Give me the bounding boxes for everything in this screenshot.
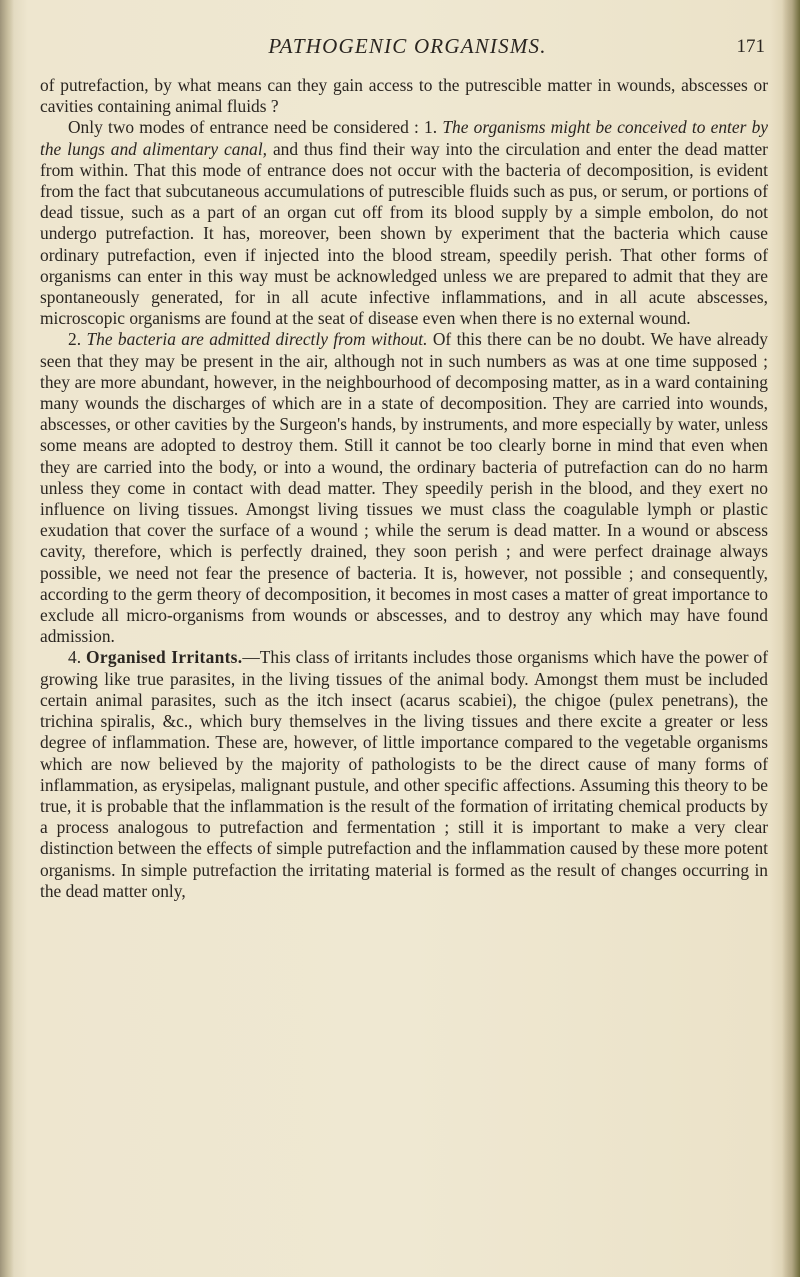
paragraph-lead: 4.: [68, 647, 82, 668]
paragraph-modes-of-entrance: [40, 117, 768, 329]
body-text: [40, 75, 768, 902]
paragraph-lead: Only two modes of entrance need be considered : 1.: [68, 117, 438, 138]
paragraph-continuation: [40, 75, 768, 117]
page-gutter-shadow: [0, 0, 14, 1277]
paragraph-direct-admission: [40, 329, 768, 647]
running-title: PATHOGENIC ORGANISMS.: [268, 34, 547, 58]
page-edge-shadow: [782, 0, 800, 1277]
paragraph-text: —This class of irritants includes those organisms which have the power of growing like true parasites, in the living tissues of the animal body. Amongst them must be included certain animal parasites, such as the itch insect (acarus scabiei), the chigoe (pulex penetrans), the trichina spiralis, &c., which bury themselves in the living tissues and there excite a greater or less degree of inflammation. These are, however, of little importance compared to the vegetable organisms which are now believed by the majority of pathologists to be the direct cause of many forms of inflammation, as erysipelas, malignant pustule, and other specific affections. Assuming this theory to be true, it is probable that the inflammation is the result of the formation of irritating chemical products by a process analogous to putrefaction and fermentation ; still it is important to make a very clear distinction between the effects of simple putrefaction and the inflammation caused by these more potent organisms. In simple putrefaction the irritating material is formed as the result of changes occurring in the dead matter only,: [40, 647, 769, 901]
paragraph-lead: 2.: [68, 329, 82, 350]
italic-phrase: The bacteria are admitted directly from without.: [86, 329, 428, 350]
section-heading: Organised Irritants.: [86, 647, 243, 668]
page-number: 171: [736, 36, 765, 57]
italic-phrase: The organisms might be conceived to enter by the lungs and alimentary canal,: [40, 117, 769, 159]
paragraph-organised-irritants: [40, 647, 768, 901]
paragraph-text: of putrefaction, by what means can they gain access to the putrescible matter in wounds, abscesses or cavities containing animal fluids ?: [40, 75, 768, 117]
page-header: [40, 34, 775, 64]
paragraph-text: Of this there can be no doubt. We have already seen that they may be present in the air, although not in such numbers as was at one time supposed ; they are more abundant, however, in the neighbourhood of decomposing matter, as in a ward containing many wounds the discharges of which are in a state of decomposition. They are carried into wounds, abscesses, or other cavities by the Surgeon's hands, by instruments, and more especially by water, unless some means are adopted to destroy them. Still it cannot be too clearly borne in mind that even when they are carried into the body, or into a wound, the ordinary bacteria of putrefaction can do no harm unless they come in contact with dead matter. They speedily perish in the blood, and they exert no influence on living tissues. Amongst living tissues we must class the coagulable lymph or plastic exudation that cover the surface of a wound ; while the serum is dead matter. In a wound or abscess cavity, therefore, which is perfectly drained, they soon perish ; and were perfect drainage always possible, we need not fear the presence of bacteria. It is, however, not possible ; and consequently, according to the germ theory of decomposition, it becomes in most cases a matter of great importance to exclude all micro-organisms from wounds or abscesses, and to destroy any which may have found admission.: [40, 329, 768, 647]
paragraph-text: and thus find their way into the circulation and enter the dead matter from within. That this mode of entrance does not occur with the bacteria of decomposition, is evident from the fact that subcutaneous accumulations of putrescible fluids such as pus, or serum, or portions of dead tissue, such as a part of an organ cut off from its blood supply by a simple embolon, do not undergo putrefaction. It has, moreover, been shown by experiment that the bacteria which cause ordinary putrefaction, even if injected into the blood stream, speedily perish. That other forms of organisms can enter in this way must be acknowledged unless we are prepared to admit that they are spontaneously generated, for in all acute infective inflammations, and in all acute abscesses, microscopic organisms are found at the seat of disease even when there is no external wound.: [40, 138, 768, 329]
